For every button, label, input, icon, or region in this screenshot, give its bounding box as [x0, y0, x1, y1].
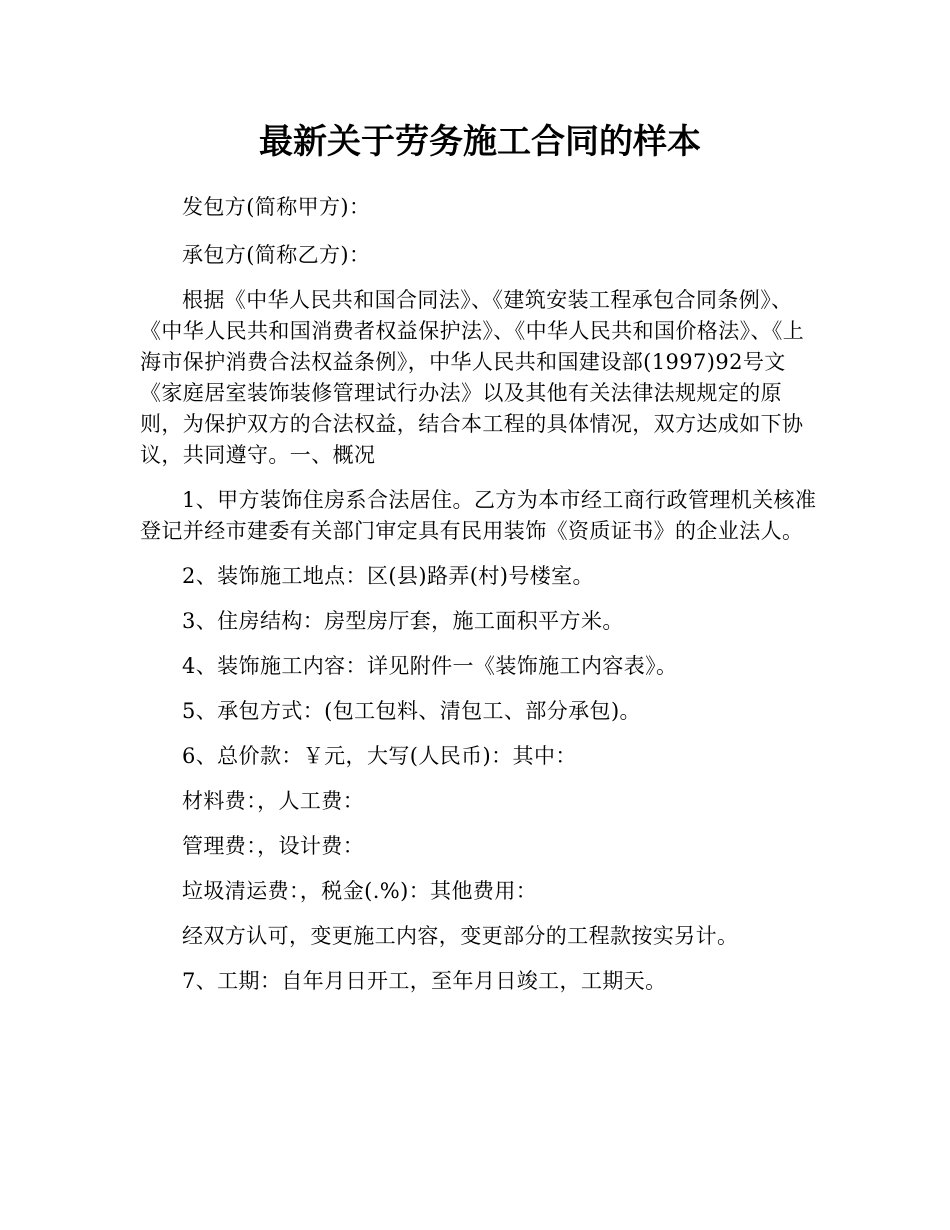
paragraph-management-fee: 管理费：，设计费： [182, 834, 365, 858]
paragraph-garbage-fee: 垃圾清运费：，税金(.%)：其他费用： [182, 879, 538, 903]
document-title: 最新关于劳务施工合同的样本 [259, 122, 701, 162]
paragraph-clause-6: 6、总价款：￥元，大写(人民币)：其中： [182, 744, 577, 768]
paragraph-change-note: 经双方认可，变更施工内容，变更部分的工程款按实另计。 [182, 924, 739, 948]
paragraph-party-a: 发包方(简称甲方)： [182, 195, 371, 219]
paragraph-material-fee: 材料费：，人工费： [182, 789, 365, 813]
paragraph-clause-7: 7、工期：自年月日开工，至年月日竣工，工期天。 [182, 969, 667, 993]
document-body [140, 192, 820, 997]
paragraph-clause-3: 3、住房结构：房型房厅套，施工面积平方米。 [182, 609, 624, 633]
paragraph-legal-basis: 根据《中华人民共和国合同法》、《建筑安装工程承包合同条例》、《中华人民共和国消费者权益保护法》、《中华人民共和国价格法》、《上海市保护消费合法权益条例》，中华人民共和国建设部(1997)92号文《家庭居室装饰装修管理试行办法》以及其他有关法律法规规定的原则，为保护双方的合法权益，结合本工程的具体情况，双方达成如下协议，共同遵守。一、概况 [140, 288, 805, 467]
paragraph-clause-2: 2、装饰施工地点：区(县)路弄(村)号楼室。 [182, 564, 594, 588]
paragraph-party-b: 承包方(简称乙方)： [182, 243, 371, 267]
paragraph-clause-5: 5、承包方式：(包工包料、清包工、部分承包)。 [182, 699, 641, 723]
paragraph-clause-1: 1、甲方装饰住房系合法居住。乙方为本市经工商行政管理机关核准登记并经市建委有关部门审定具有民用装饰《资质证书》的企业法人。 [140, 488, 817, 543]
paragraph-clause-4: 4、装饰施工内容：详见附件一《装饰施工内容表》。 [182, 654, 678, 678]
